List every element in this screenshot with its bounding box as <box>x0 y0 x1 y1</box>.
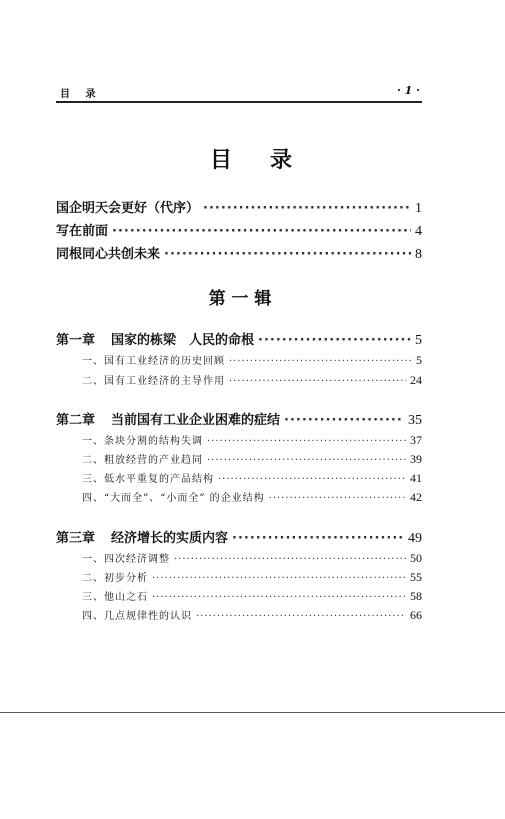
section-entry[interactable] <box>82 451 422 467</box>
toc-entry-label: 国企明天会更好（代序） <box>56 201 200 216</box>
toc-entry-label: 同根同心共创未来 <box>56 247 161 262</box>
section-label: 二、初步分析 <box>82 573 148 584</box>
chapter-title: 当前国有工业企业困难的症结 <box>111 413 281 428</box>
section-page: 5 <box>416 353 422 367</box>
toc-entry[interactable] <box>56 220 422 240</box>
chapter-page: 35 <box>408 413 422 428</box>
dot-leader <box>196 611 406 622</box>
toc-entry[interactable] <box>56 243 422 263</box>
section-page: 58 <box>410 589 422 603</box>
page-title: 目录 <box>209 148 330 173</box>
section-entry[interactable] <box>82 470 422 486</box>
toc-entry-page: 1 <box>415 201 422 216</box>
dot-leader <box>174 554 406 565</box>
section-page: 42 <box>410 490 422 504</box>
running-header-title: 目 录 <box>60 89 102 100</box>
toc-entry-page: 4 <box>415 224 422 239</box>
chapter-page: 5 <box>415 333 422 348</box>
dot-leader <box>218 474 406 485</box>
dot-leader <box>269 493 406 504</box>
dot-leader <box>207 436 406 447</box>
header-rule <box>56 101 422 103</box>
dot-leader <box>152 592 406 603</box>
section-label: 四、“大而全”、“小而全” 的企业结构 <box>82 493 265 504</box>
section-label: 三、他山之石 <box>82 592 148 603</box>
dot-leader <box>112 224 411 239</box>
section-label: 三、低水平重复的产品结构 <box>82 474 214 485</box>
dot-leader <box>203 201 411 216</box>
dot-leader <box>284 413 404 428</box>
section-entry[interactable] <box>82 489 422 505</box>
dot-leader <box>258 333 411 348</box>
section-entry[interactable] <box>82 352 422 368</box>
section-entry[interactable] <box>82 550 422 566</box>
toc-entry-label: 写在前面 <box>56 224 109 239</box>
dot-leader <box>232 531 404 546</box>
part-title: 第 一 辑 <box>208 289 272 309</box>
chapter-entry[interactable] <box>56 409 422 429</box>
page-edge-rule <box>0 712 505 713</box>
chapter-title: 经济增长的实质内容 <box>111 531 229 546</box>
section-entry[interactable] <box>82 588 422 604</box>
section-page: 55 <box>410 570 422 584</box>
toc-entry-page: 8 <box>415 247 422 262</box>
section-label: 一、国有工业经济的历史回顾 <box>82 356 225 367</box>
dot-leader <box>164 247 411 262</box>
dot-leader <box>229 376 406 387</box>
chapter-number: 第一章 <box>56 333 96 348</box>
section-page: 24 <box>410 373 422 387</box>
dot-leader <box>207 455 406 466</box>
running-header <box>56 83 422 101</box>
section-page: 66 <box>410 608 422 622</box>
chapter-number: 第二章 <box>56 413 96 428</box>
section-label: 四、几点规律性的认识 <box>82 611 192 622</box>
dot-leader <box>229 356 412 367</box>
section-label: 一、条块分割的结构失调 <box>82 436 203 447</box>
chapter-page: 49 <box>408 531 422 546</box>
chapter-entry[interactable] <box>56 329 422 349</box>
section-label: 二、国有工业经济的主导作用 <box>82 376 225 387</box>
section-entry[interactable] <box>82 569 422 585</box>
page-number: · 1 · <box>397 84 420 97</box>
section-label: 一、四次经济调整 <box>82 554 170 565</box>
chapter-number: 第三章 <box>56 531 96 546</box>
section-entry[interactable] <box>82 372 422 388</box>
chapter-entry[interactable] <box>56 527 422 547</box>
section-page: 41 <box>410 471 422 485</box>
toc-entry[interactable] <box>56 197 422 217</box>
dot-leader <box>152 573 406 584</box>
section-page: 39 <box>410 452 422 466</box>
section-page: 37 <box>410 433 422 447</box>
section-page: 50 <box>410 551 422 565</box>
section-label: 二、粗放经营的产业趋同 <box>82 455 203 466</box>
section-entry[interactable] <box>82 607 422 623</box>
chapter-title: 国家的栋梁 人民的命根 <box>111 333 255 348</box>
section-entry[interactable] <box>82 432 422 448</box>
